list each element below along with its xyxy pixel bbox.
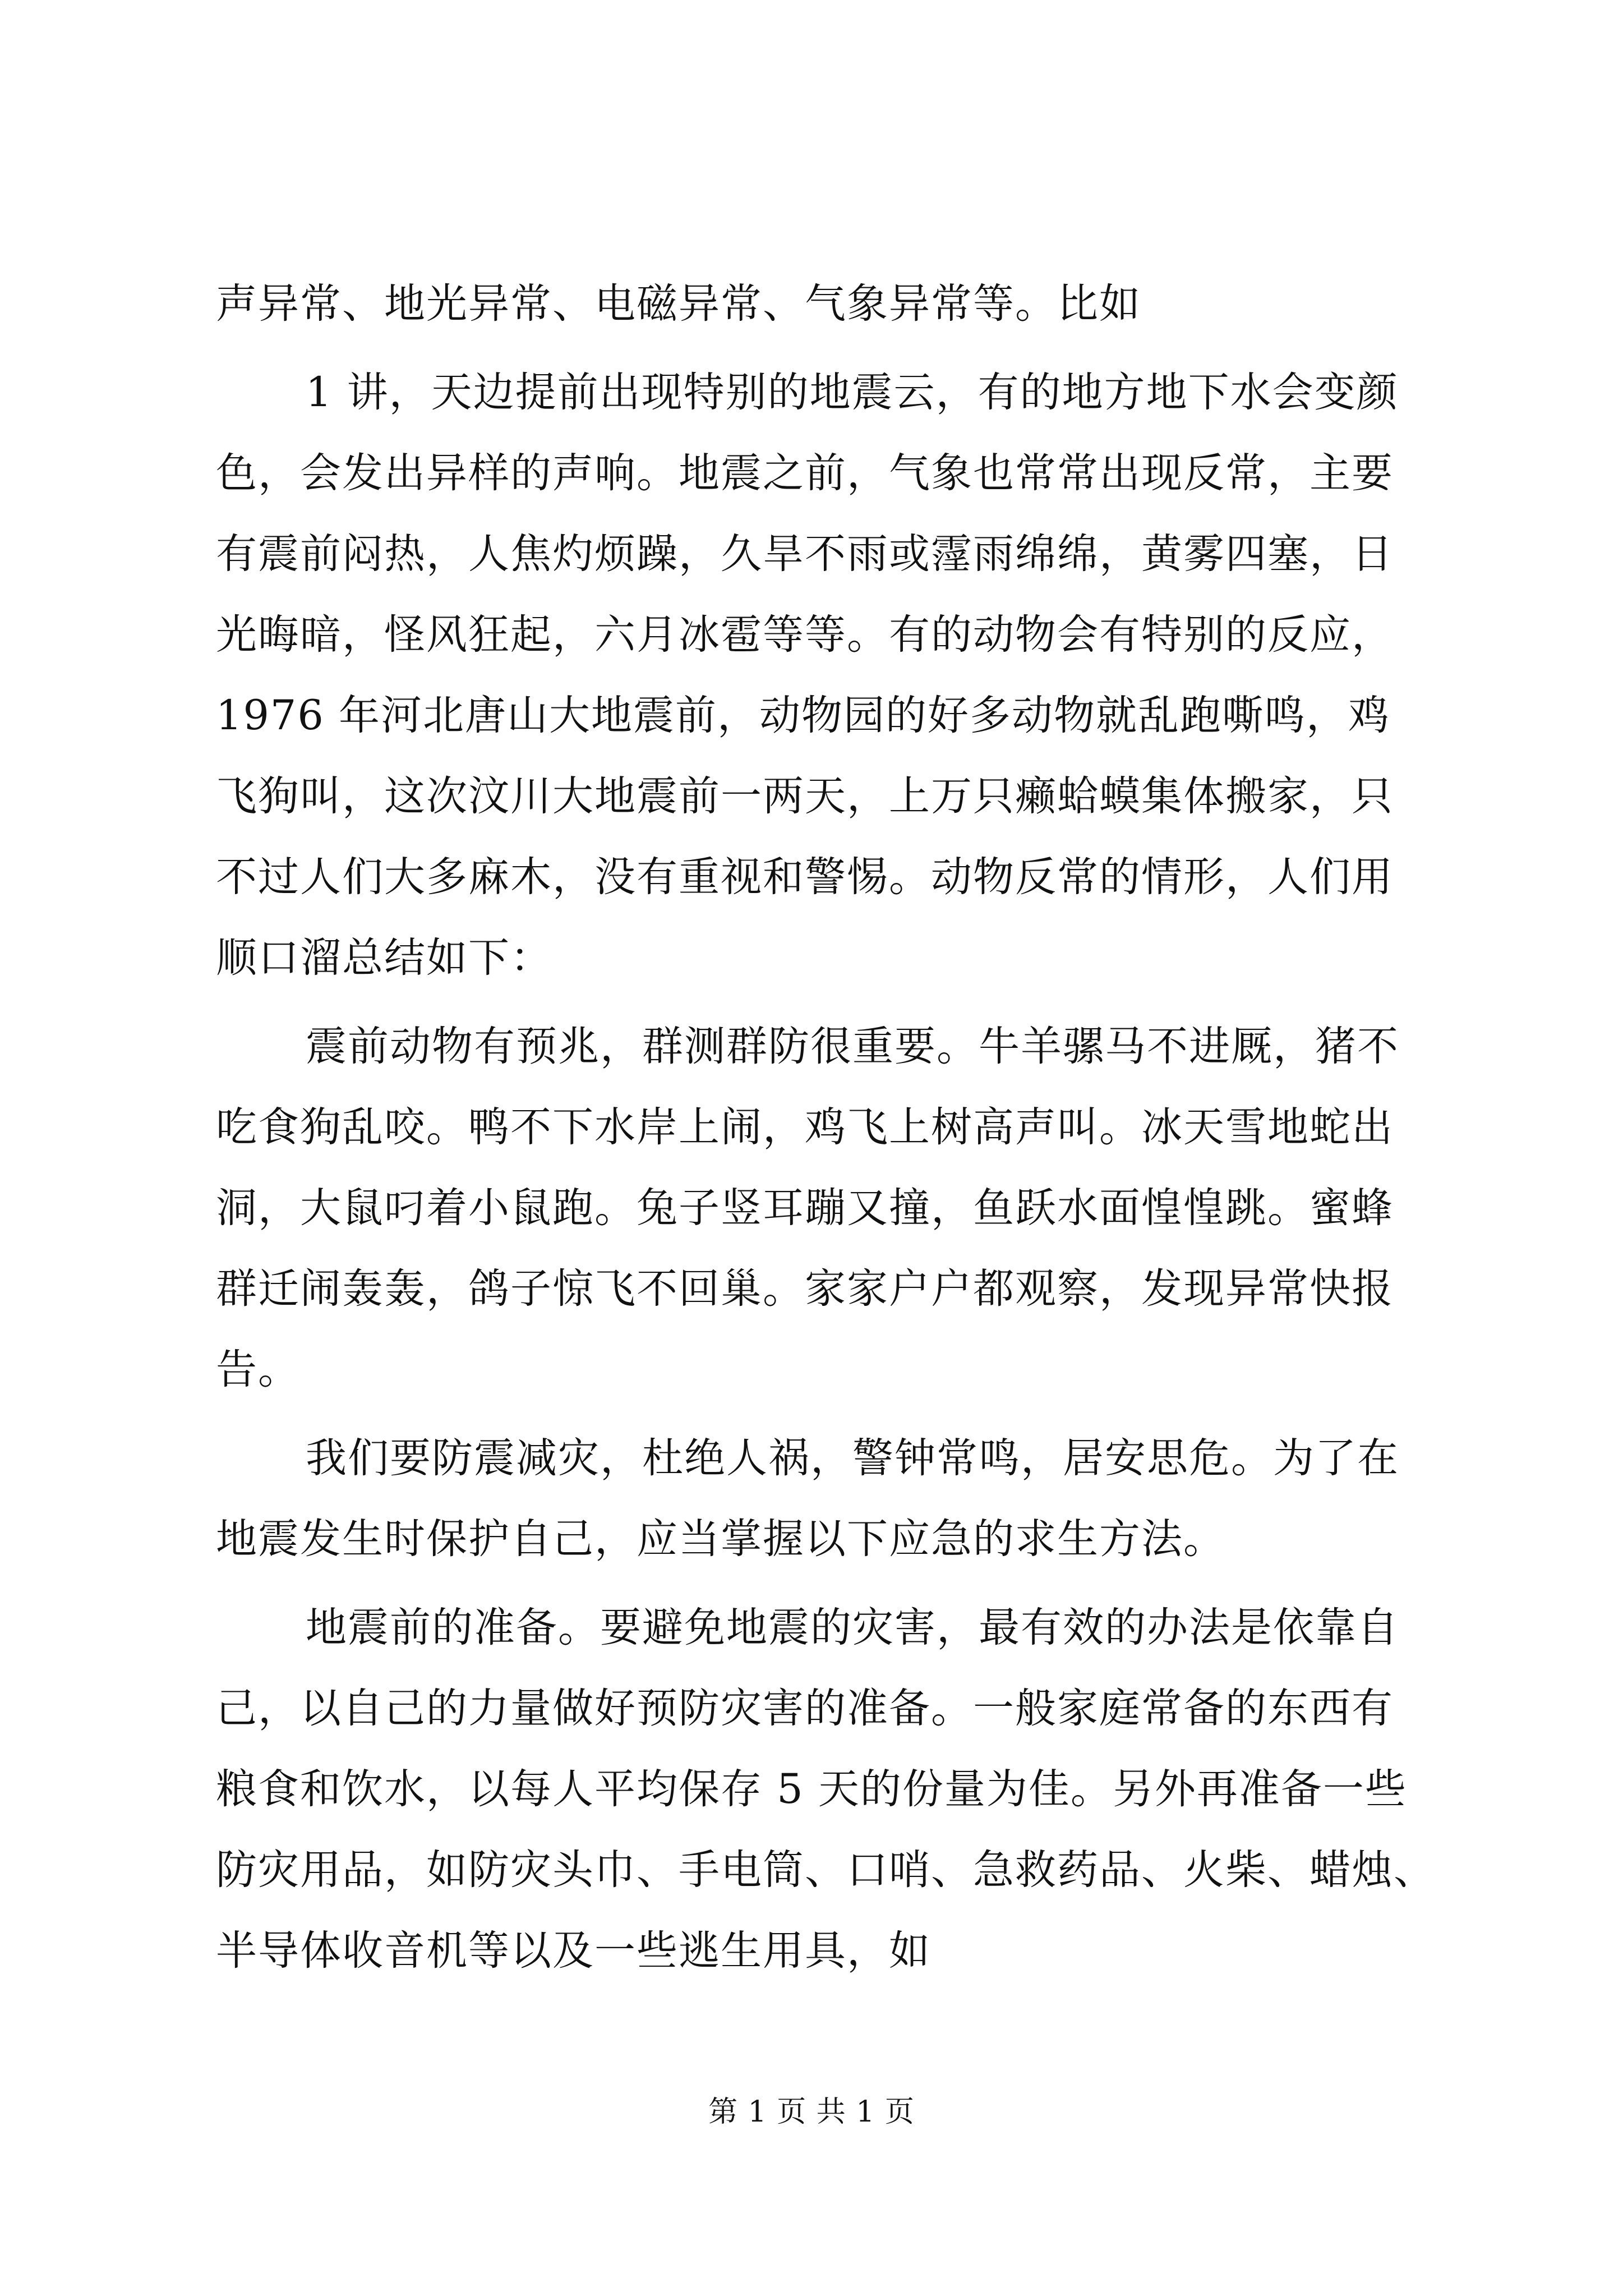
paragraph [216,1588,1436,1991]
text-line: 飞狗叫，这次汶川大地震前一两天，上万只癞蛤蟆集体搬家，只 [216,772,1394,820]
text-line: 顺口溜总结如下： [216,934,552,982]
text-line: 地震前的准备。要避免地震的灾害，最有效的办法是依靠自 [306,1604,1399,1651]
text-line: 告。 [216,1346,300,1393]
text-line: 半导体收音机等以及一些逃生用具，如 [216,1927,931,1975]
text-line: 1 讲，天边提前出现特别的地震云，有的地方地下水会变颜 [306,369,1399,416]
text-line: 粮食和饮水，以每人平均保存 5 天的份量为佳。另外再准备一些 [216,1765,1407,1813]
text-line: 声异常、地光异常、电磁异常、气象异常等。比如 [216,280,1141,328]
paragraph [216,1418,1422,1580]
text-line: 群迁闹轰轰，鸽子惊飞不回巢。家家户户都观察，发现异常快报 [216,1265,1394,1313]
document-body [216,264,1436,1991]
text-line: 吃食狗乱咬。鸭不下水岸上闹，鸡飞上树高声叫。冰天雪地蛇出 [216,1103,1394,1151]
page-footer [0,2092,1623,2132]
text-line: 己，以自己的力量做好预防灾害的准备。一般家庭常备的东西有 [216,1685,1394,1732]
paragraph [216,1006,1422,1410]
text-line: 色，会发出异样的声响。地震之前，气象也常常出现反常，主要 [216,449,1394,497]
paragraph [216,264,1422,344]
text-line: 有震前闷热，人焦灼烦躁，久旱不雨或霪雨绵绵，黄雾四塞，日 [216,530,1394,578]
text-line: 光晦暗，怪风狂起，六月冰雹等等。有的动物会有特别的反应， [216,611,1394,659]
text-line: 1976 年河北唐山大地震前，动物园的好多动物就乱跑嘶鸣，鸡 [216,692,1390,739]
text-line: 震前动物有预兆，群测群防很重要。牛羊骡马不进厩，猪不 [306,1023,1399,1070]
text-line: 不过人们大多麻木，没有重视和警惕。动物反常的情形，人们用 [216,853,1394,901]
text-line: 防灾用品，如防灾头巾、手电筒、口哨、急救药品、火柴、蜡烛、 [216,1846,1436,1894]
paragraph [216,352,1422,999]
text-line: 我们要防震减灾，杜绝人祸，警钟常鸣，居安思危。为了在 [306,1434,1399,1482]
page-number-label: 第 1 页 共 1 页 [708,2095,915,2129]
text-line: 地震发生时保护自己，应当掌握以下应急的求生方法。 [216,1515,1225,1563]
text-line: 洞，大鼠叼着小鼠跑。兔子竖耳蹦又撞，鱼跃水面惶惶跳。蜜蜂 [216,1184,1394,1232]
